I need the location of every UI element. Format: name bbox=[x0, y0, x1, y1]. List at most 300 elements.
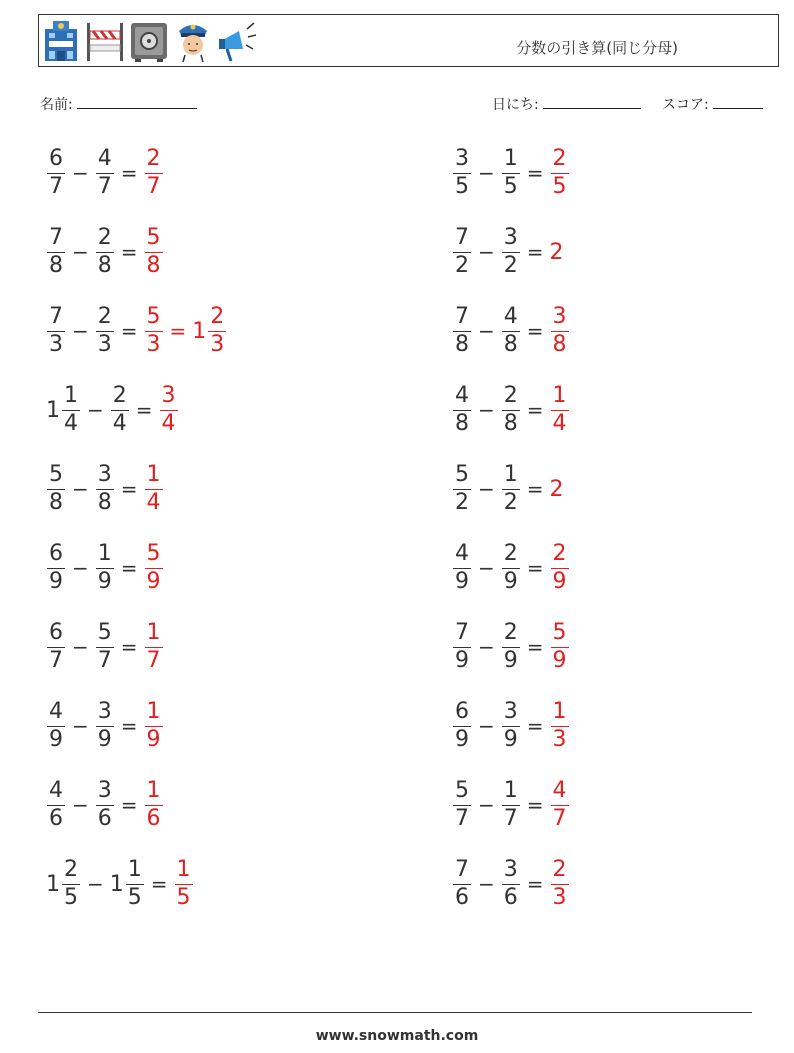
denominator: 3 bbox=[552, 727, 567, 752]
numerator: 5 bbox=[455, 778, 469, 803]
answer bbox=[550, 859, 570, 909]
operand-b bbox=[95, 701, 115, 751]
minus-sign: − bbox=[478, 635, 495, 659]
operand-b bbox=[95, 148, 115, 198]
answer-value bbox=[144, 306, 164, 356]
numerator: 1 bbox=[503, 778, 518, 803]
fraction bbox=[453, 543, 471, 593]
numerator: 2 bbox=[503, 383, 518, 408]
equals-sign: = bbox=[526, 556, 544, 580]
problem-row bbox=[46, 217, 164, 287]
worksheet-title: 分数の引き算(同じ分母) bbox=[516, 39, 678, 57]
answer-value bbox=[144, 701, 164, 751]
fraction bbox=[502, 464, 520, 514]
numerator: 1 bbox=[176, 857, 191, 882]
numerator: 6 bbox=[49, 620, 63, 645]
minus-sign: − bbox=[478, 714, 495, 738]
numerator: 1 bbox=[64, 383, 78, 408]
minus-sign: − bbox=[478, 477, 495, 501]
numerator: 6 bbox=[49, 541, 63, 566]
denominator: 7 bbox=[146, 648, 161, 673]
operand-a bbox=[452, 543, 472, 593]
numerator: 4 bbox=[97, 146, 112, 171]
denominator: 7 bbox=[97, 648, 112, 673]
numerator: 3 bbox=[161, 383, 176, 408]
minus-sign: − bbox=[87, 872, 104, 896]
minus-sign: − bbox=[72, 635, 89, 659]
fraction bbox=[145, 543, 163, 593]
numerator: 3 bbox=[552, 304, 567, 329]
fraction bbox=[47, 148, 65, 198]
fraction bbox=[145, 227, 163, 277]
fraction bbox=[502, 859, 520, 909]
answer bbox=[159, 385, 179, 435]
fraction bbox=[145, 622, 163, 672]
denominator: 2 bbox=[455, 253, 469, 278]
fraction bbox=[551, 543, 569, 593]
denominator: 9 bbox=[503, 727, 518, 752]
header-icons bbox=[41, 19, 257, 65]
operand-b bbox=[501, 701, 521, 751]
fraction bbox=[453, 306, 471, 356]
equals-sign: = bbox=[150, 872, 168, 896]
denominator: 8 bbox=[97, 253, 112, 278]
numerator: 3 bbox=[503, 699, 518, 724]
operand-a bbox=[46, 780, 66, 830]
numerator: 7 bbox=[455, 620, 469, 645]
answer-value bbox=[144, 227, 164, 277]
numerator: 6 bbox=[49, 146, 63, 171]
denominator: 9 bbox=[552, 569, 567, 594]
denominator: 5 bbox=[64, 885, 78, 910]
score-field bbox=[662, 94, 763, 114]
numerator: 5 bbox=[146, 304, 161, 329]
minus-sign: − bbox=[478, 319, 495, 343]
equals-sign: = bbox=[526, 793, 544, 817]
numerator: 5 bbox=[97, 620, 112, 645]
operand-b bbox=[95, 622, 115, 672]
fraction bbox=[160, 385, 178, 435]
problem-row bbox=[46, 375, 179, 445]
operand-b bbox=[501, 622, 521, 672]
fraction bbox=[47, 227, 65, 277]
numerator: 2 bbox=[112, 383, 127, 408]
denominator: 8 bbox=[455, 332, 469, 357]
equals-sign: = bbox=[526, 714, 544, 738]
fraction bbox=[551, 859, 569, 909]
numerator: 2 bbox=[146, 146, 161, 171]
fraction bbox=[175, 859, 193, 909]
operand-b bbox=[110, 385, 130, 435]
denominator: 9 bbox=[49, 727, 63, 752]
equals-sign: = bbox=[120, 793, 138, 817]
numerator: 3 bbox=[97, 462, 112, 487]
numerator: 5 bbox=[146, 225, 161, 250]
fraction bbox=[502, 306, 520, 356]
answer-value bbox=[550, 543, 570, 593]
minus-sign: − bbox=[478, 793, 495, 817]
denominator: 5 bbox=[503, 174, 518, 199]
problem-row bbox=[452, 533, 570, 603]
denominator: 7 bbox=[455, 806, 469, 831]
denominator: 6 bbox=[455, 885, 469, 910]
denominator: 8 bbox=[97, 490, 112, 515]
minus-sign: − bbox=[72, 556, 89, 580]
fraction bbox=[502, 385, 520, 435]
answer bbox=[144, 227, 164, 277]
denominator: 8 bbox=[503, 411, 518, 436]
numerator: 7 bbox=[455, 304, 469, 329]
answer bbox=[144, 464, 164, 514]
minus-sign: − bbox=[72, 477, 89, 501]
answer bbox=[144, 701, 164, 751]
operand-a bbox=[452, 464, 472, 514]
denominator: 4 bbox=[552, 411, 567, 436]
name-field bbox=[40, 94, 197, 114]
minus-sign: − bbox=[478, 556, 495, 580]
numerator: 2 bbox=[64, 857, 78, 882]
answer bbox=[144, 306, 228, 356]
problem-row bbox=[452, 296, 570, 366]
fraction bbox=[62, 859, 80, 909]
minus-sign: − bbox=[72, 319, 89, 343]
numerator: 2 bbox=[97, 225, 112, 250]
whole-number: 1 bbox=[109, 871, 124, 897]
numerator: 7 bbox=[455, 857, 469, 882]
numerator: 7 bbox=[49, 304, 63, 329]
answer-value bbox=[144, 464, 164, 514]
denominator: 9 bbox=[503, 648, 518, 673]
numerator: 2 bbox=[97, 304, 112, 329]
police-station-icon bbox=[41, 19, 81, 63]
denominator: 8 bbox=[552, 332, 567, 357]
answer-value bbox=[144, 622, 164, 672]
answer bbox=[550, 701, 570, 751]
minus-sign: − bbox=[478, 240, 495, 264]
fraction bbox=[551, 701, 569, 751]
numerator: 5 bbox=[49, 462, 63, 487]
answer-value bbox=[550, 240, 565, 265]
denominator: 5 bbox=[552, 174, 567, 199]
operand-a bbox=[452, 227, 472, 277]
worksheet-header bbox=[38, 14, 779, 67]
denominator: 8 bbox=[49, 253, 63, 278]
answer bbox=[144, 543, 164, 593]
operand-a bbox=[452, 385, 472, 435]
megaphone-icon bbox=[217, 19, 257, 63]
numerator: 3 bbox=[97, 699, 112, 724]
equals-sign: = bbox=[169, 319, 187, 343]
answer-value bbox=[550, 385, 570, 435]
denominator: 7 bbox=[503, 806, 518, 831]
answer-value bbox=[159, 385, 179, 435]
fraction bbox=[145, 464, 163, 514]
operand-b bbox=[501, 306, 521, 356]
numerator: 2 bbox=[552, 857, 567, 882]
numerator: 4 bbox=[552, 778, 567, 803]
operand-a bbox=[452, 859, 472, 909]
denominator: 6 bbox=[49, 806, 63, 831]
operand-b bbox=[95, 464, 115, 514]
answer bbox=[550, 306, 570, 356]
problem-row bbox=[46, 138, 164, 208]
operand-a bbox=[46, 148, 66, 198]
operand-b bbox=[95, 227, 115, 277]
answer-value bbox=[550, 859, 570, 909]
name-label: 名前: bbox=[40, 97, 73, 113]
problem-row bbox=[46, 612, 164, 682]
denominator: 8 bbox=[455, 411, 469, 436]
denominator: 9 bbox=[455, 727, 469, 752]
equals-sign: = bbox=[120, 161, 138, 185]
problem-row bbox=[46, 296, 227, 366]
fraction bbox=[453, 780, 471, 830]
denominator: 4 bbox=[112, 411, 127, 436]
operand-a bbox=[46, 464, 66, 514]
equals-sign: = bbox=[526, 872, 544, 896]
problem-row bbox=[452, 612, 570, 682]
fraction bbox=[208, 306, 226, 356]
fraction bbox=[96, 227, 114, 277]
numerator: 4 bbox=[49, 699, 63, 724]
denominator: 5 bbox=[176, 885, 191, 910]
denominator: 7 bbox=[97, 174, 112, 199]
fraction bbox=[96, 543, 114, 593]
operand-a bbox=[46, 701, 66, 751]
minus-sign: − bbox=[72, 161, 89, 185]
fraction bbox=[145, 780, 163, 830]
operand-b bbox=[95, 780, 115, 830]
fraction bbox=[126, 859, 144, 909]
numerator: 1 bbox=[146, 462, 161, 487]
denominator: 2 bbox=[503, 253, 518, 278]
answer-value bbox=[550, 622, 570, 672]
denominator: 6 bbox=[97, 806, 112, 831]
score-blank[interactable] bbox=[713, 94, 763, 109]
fraction bbox=[502, 622, 520, 672]
fraction bbox=[502, 148, 520, 198]
numerator: 3 bbox=[455, 146, 469, 171]
operand-a bbox=[452, 148, 472, 198]
answer bbox=[550, 477, 565, 502]
fraction bbox=[62, 385, 80, 435]
problem-row bbox=[452, 454, 565, 524]
answer-value bbox=[550, 477, 565, 502]
problem-row bbox=[452, 138, 570, 208]
denominator: 9 bbox=[503, 569, 518, 594]
denominator: 7 bbox=[49, 648, 63, 673]
denominator: 7 bbox=[552, 806, 567, 831]
fraction bbox=[145, 701, 163, 751]
numerator: 1 bbox=[146, 778, 161, 803]
numerator: 2 bbox=[552, 146, 567, 171]
denominator: 9 bbox=[455, 648, 469, 673]
equals-sign: = bbox=[526, 635, 544, 659]
fraction bbox=[453, 859, 471, 909]
numerator: 1 bbox=[127, 857, 142, 882]
denominator: 7 bbox=[49, 174, 63, 199]
numerator: 3 bbox=[97, 778, 112, 803]
operand-b bbox=[501, 227, 521, 277]
numerator: 6 bbox=[455, 699, 469, 724]
minus-sign: − bbox=[72, 793, 89, 817]
whole-number: 2 bbox=[549, 239, 564, 265]
operand-b bbox=[501, 543, 521, 593]
answer bbox=[550, 385, 570, 435]
fraction bbox=[502, 780, 520, 830]
answer-value bbox=[144, 543, 164, 593]
minus-sign: − bbox=[478, 161, 495, 185]
fraction bbox=[96, 148, 114, 198]
numerator: 2 bbox=[552, 541, 567, 566]
operand-a bbox=[46, 306, 66, 356]
answer-value bbox=[144, 148, 164, 198]
answer bbox=[144, 622, 164, 672]
answer-value bbox=[550, 148, 570, 198]
operand-b bbox=[501, 464, 521, 514]
numerator: 5 bbox=[455, 462, 469, 487]
fraction bbox=[145, 148, 163, 198]
denominator: 6 bbox=[146, 806, 161, 831]
operand-a bbox=[46, 385, 81, 435]
numerator: 2 bbox=[503, 541, 518, 566]
answer bbox=[174, 859, 194, 909]
answer-value bbox=[550, 306, 570, 356]
answer bbox=[550, 622, 570, 672]
fraction bbox=[551, 148, 569, 198]
footer-divider bbox=[38, 1012, 752, 1013]
equals-sign: = bbox=[526, 319, 544, 343]
numerator: 1 bbox=[503, 462, 518, 487]
equals-sign: = bbox=[526, 240, 544, 264]
operand-b bbox=[95, 306, 115, 356]
denominator: 2 bbox=[455, 490, 469, 515]
equals-sign: = bbox=[120, 240, 138, 264]
whole-number: 1 bbox=[192, 318, 207, 344]
numerator: 5 bbox=[552, 620, 567, 645]
fraction bbox=[502, 701, 520, 751]
denominator: 9 bbox=[552, 648, 567, 673]
numerator: 7 bbox=[455, 225, 469, 250]
answer bbox=[144, 148, 164, 198]
name-blank[interactable] bbox=[77, 94, 197, 109]
denominator: 3 bbox=[49, 332, 63, 357]
denominator: 4 bbox=[64, 411, 78, 436]
problem-row bbox=[46, 691, 164, 761]
denominator: 9 bbox=[49, 569, 63, 594]
problem-row bbox=[452, 691, 570, 761]
equals-sign: = bbox=[120, 635, 138, 659]
numerator: 4 bbox=[455, 541, 469, 566]
denominator: 7 bbox=[146, 174, 161, 199]
fraction bbox=[96, 306, 114, 356]
numerator: 5 bbox=[146, 541, 161, 566]
minus-sign: − bbox=[72, 714, 89, 738]
operand-a bbox=[46, 543, 66, 593]
fraction bbox=[453, 385, 471, 435]
denominator: 9 bbox=[97, 727, 112, 752]
equals-sign: = bbox=[526, 161, 544, 185]
fraction bbox=[96, 701, 114, 751]
police-officer-icon bbox=[173, 19, 213, 63]
whole-number: 1 bbox=[46, 397, 60, 423]
numerator: 2 bbox=[503, 620, 518, 645]
fraction bbox=[502, 227, 520, 277]
denominator: 8 bbox=[146, 253, 161, 278]
numerator: 1 bbox=[552, 699, 567, 724]
denominator: 5 bbox=[455, 174, 469, 199]
denominator: 9 bbox=[146, 727, 161, 752]
equals-sign: = bbox=[120, 477, 138, 501]
fraction bbox=[47, 464, 65, 514]
problem-row bbox=[452, 217, 565, 287]
score-label: スコア: bbox=[662, 97, 709, 113]
answer-value bbox=[144, 780, 164, 830]
answer bbox=[144, 780, 164, 830]
fraction bbox=[47, 701, 65, 751]
fraction bbox=[502, 543, 520, 593]
numerator: 1 bbox=[97, 541, 112, 566]
operand-a bbox=[46, 227, 66, 277]
footer-site: www.snowmath.com bbox=[315, 1028, 479, 1044]
problem-row bbox=[452, 375, 570, 445]
denominator: 3 bbox=[552, 885, 567, 910]
answer bbox=[550, 780, 570, 830]
denominator: 9 bbox=[146, 569, 161, 594]
fraction bbox=[96, 622, 114, 672]
problem-row bbox=[46, 849, 194, 919]
answer-mixed bbox=[192, 306, 227, 356]
equals-sign: = bbox=[120, 319, 138, 343]
denominator: 8 bbox=[49, 490, 63, 515]
fraction bbox=[551, 780, 569, 830]
operand-b bbox=[501, 385, 521, 435]
fraction bbox=[453, 148, 471, 198]
fraction bbox=[551, 622, 569, 672]
answer-value bbox=[174, 859, 194, 909]
problem-row bbox=[46, 454, 164, 524]
fraction bbox=[453, 227, 471, 277]
fraction bbox=[96, 780, 114, 830]
answer-value bbox=[550, 780, 570, 830]
problem-row bbox=[452, 770, 570, 840]
numerator: 1 bbox=[146, 699, 161, 724]
denominator: 9 bbox=[455, 569, 469, 594]
denominator: 3 bbox=[210, 332, 225, 357]
fraction bbox=[47, 780, 65, 830]
fraction bbox=[453, 701, 471, 751]
fraction bbox=[47, 543, 65, 593]
denominator: 4 bbox=[146, 490, 161, 515]
numerator: 1 bbox=[552, 383, 567, 408]
answer bbox=[550, 148, 570, 198]
operand-b bbox=[501, 859, 521, 909]
date-label: 日にち: bbox=[492, 97, 539, 113]
fraction bbox=[96, 464, 114, 514]
minus-sign: − bbox=[72, 240, 89, 264]
fraction bbox=[453, 464, 471, 514]
problem-row bbox=[452, 849, 570, 919]
date-blank[interactable] bbox=[543, 94, 641, 109]
fraction bbox=[453, 622, 471, 672]
minus-sign: − bbox=[87, 398, 104, 422]
fraction bbox=[551, 306, 569, 356]
whole-number: 2 bbox=[549, 476, 564, 502]
operand-a bbox=[46, 859, 81, 909]
answer-value bbox=[550, 701, 570, 751]
answer bbox=[550, 543, 570, 593]
operand-a bbox=[452, 306, 472, 356]
